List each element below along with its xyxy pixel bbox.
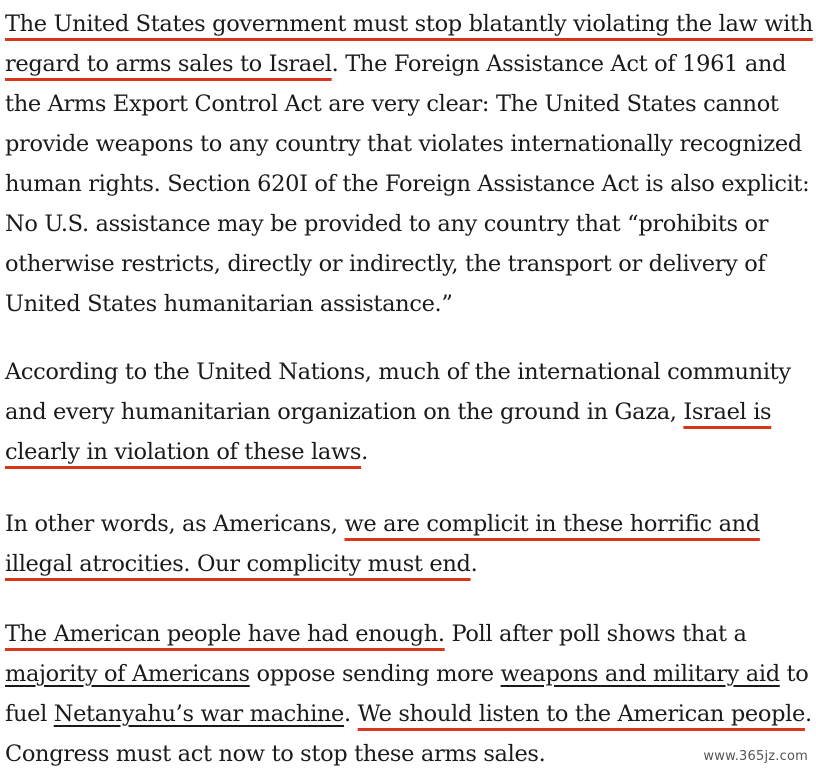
body-text: oppose sending more (249, 661, 501, 687)
highlighted-text: Israel is clearly in violation of these laws (5, 399, 772, 465)
body-text: to fuel (5, 661, 809, 727)
paragraph-complicity (5, 504, 813, 584)
body-text: According to the United Nations, much of the international community and every humanitarian organization on the ground in Gaza, (5, 359, 791, 425)
highlighted-text: The United States government must stop blatantly violating the law with regard to arms sales to Israel (5, 11, 813, 77)
paragraph-public-opinion (5, 614, 813, 774)
body-text: . (344, 701, 358, 727)
body-text: In other words, as Americans, (5, 511, 345, 537)
link-netanyahu-war-machine[interactable]: Netanyahu’s war machine (53, 701, 345, 727)
link-majority-of-americans[interactable]: majority of Americans (5, 661, 250, 687)
highlighted-text: The American people have had enough. (5, 621, 445, 647)
body-text: . Congress must act now to stop these arms sales. (5, 701, 812, 767)
paragraph-un-statement (5, 352, 813, 472)
link-weapons-and-military-aid[interactable]: weapons and military aid (500, 661, 780, 687)
highlighted-text: We should listen to the American people (357, 701, 805, 727)
body-text: . The Foreign Assistance Act of 1961 and the Arms Export Control Act are very clear: The United States cannot provide weapons to any country that violates internationally recognized human rights. Section 620I of the Foreign Assistance Act is also explicit: No U.S. assistance may be provided to any country that “prohibits or otherwise restricts, directly or indirectly, the transport or delivery of United States humanitarian assistance.” (5, 51, 810, 317)
watermark-text: www.365jz.com (703, 749, 808, 764)
body-text: . (361, 439, 368, 465)
highlighted-text: we are complicit in these horrific and illegal atrocities. Our complicity must end (5, 511, 760, 577)
body-text: . (470, 551, 478, 577)
body-text: Poll after poll shows that a (444, 621, 747, 647)
paragraph-law-violation (5, 4, 813, 324)
